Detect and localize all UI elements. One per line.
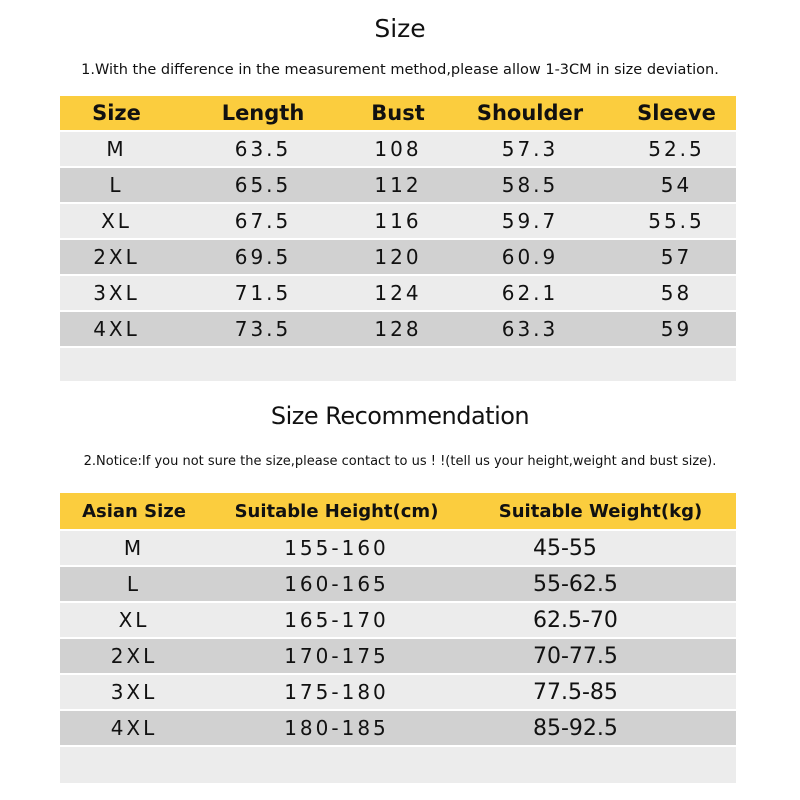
header-suitable-weight: Suitable Weight(kg) bbox=[498, 500, 703, 522]
measurement-note: 1.With the difference in the measurement method,please allow 1-3CM in size deviation. bbox=[81, 62, 719, 78]
table-row bbox=[60, 132, 736, 166]
cell-size: XL bbox=[101, 209, 132, 233]
cell-length: 65.5 bbox=[234, 173, 292, 197]
cell-asian-size: 4XL bbox=[110, 716, 158, 740]
cell-bust: 120 bbox=[374, 245, 422, 269]
empty-row bbox=[60, 348, 736, 381]
table-row bbox=[60, 711, 736, 745]
table-row bbox=[60, 531, 736, 565]
cell-weight: 77.5-85 bbox=[533, 679, 618, 705]
table-row bbox=[60, 168, 736, 202]
header-sleeve: Sleeve bbox=[637, 101, 716, 125]
cell-shoulder: 60.9 bbox=[501, 245, 559, 269]
cell-height: 170-175 bbox=[284, 644, 389, 668]
empty-row bbox=[60, 747, 736, 783]
cell-asian-size: 2XL bbox=[110, 644, 158, 668]
cell-shoulder: 63.3 bbox=[501, 317, 559, 341]
size-chart-table bbox=[60, 96, 736, 381]
cell-shoulder: 62.1 bbox=[501, 281, 559, 305]
cell-sleeve: 57 bbox=[660, 245, 693, 269]
table-row bbox=[60, 639, 736, 673]
table-header-row bbox=[60, 493, 736, 529]
cell-length: 73.5 bbox=[234, 317, 292, 341]
cell-height: 175-180 bbox=[284, 680, 389, 704]
table-header-row bbox=[60, 96, 736, 130]
cell-size: L bbox=[109, 173, 124, 197]
table-row bbox=[60, 675, 736, 709]
size-recommendation-table bbox=[60, 493, 736, 783]
header-asian-size: Asian Size bbox=[82, 500, 186, 522]
header-shoulder: Shoulder bbox=[476, 101, 584, 125]
cell-size: 3XL bbox=[93, 281, 140, 305]
table-row bbox=[60, 567, 736, 601]
cell-sleeve: 52.5 bbox=[648, 137, 705, 161]
cell-sleeve: 55.5 bbox=[648, 209, 705, 233]
cell-size: 2XL bbox=[93, 245, 140, 269]
cell-shoulder: 57.3 bbox=[501, 137, 559, 161]
cell-height: 160-165 bbox=[284, 572, 389, 596]
cell-size: M bbox=[106, 137, 127, 161]
cell-weight: 70-77.5 bbox=[533, 643, 618, 669]
header-suitable-height: Suitable Height(cm) bbox=[234, 500, 439, 522]
cell-length: 71.5 bbox=[234, 281, 292, 305]
header-size: Size bbox=[92, 101, 141, 125]
cell-bust: 124 bbox=[374, 281, 422, 305]
cell-sleeve: 54 bbox=[660, 173, 693, 197]
cell-weight: 62.5-70 bbox=[533, 607, 618, 633]
cell-bust: 128 bbox=[374, 317, 422, 341]
table-row bbox=[60, 240, 736, 274]
cell-height: 165-170 bbox=[284, 608, 389, 632]
table-row bbox=[60, 312, 736, 346]
cell-bust: 108 bbox=[374, 137, 422, 161]
table-row bbox=[60, 204, 736, 238]
cell-weight: 85-92.5 bbox=[533, 715, 618, 741]
table-row bbox=[60, 603, 736, 637]
cell-shoulder: 58.5 bbox=[501, 173, 559, 197]
cell-weight: 55-62.5 bbox=[533, 571, 618, 597]
cell-shoulder: 59.7 bbox=[501, 209, 559, 233]
cell-height: 155-160 bbox=[284, 536, 389, 560]
cell-sleeve: 59 bbox=[660, 317, 693, 341]
cell-bust: 112 bbox=[374, 173, 422, 197]
cell-asian-size: 3XL bbox=[110, 680, 158, 704]
size-title: Size bbox=[374, 14, 426, 43]
cell-size: 4XL bbox=[93, 317, 140, 341]
notice-note: 2.Notice:If you not sure the size,please contact to us ! !(tell us your height,weight and bust size). bbox=[83, 454, 717, 469]
cell-asian-size: L bbox=[126, 572, 142, 596]
header-bust: Bust bbox=[371, 101, 425, 125]
cell-sleeve: 58 bbox=[660, 281, 693, 305]
cell-length: 67.5 bbox=[234, 209, 292, 233]
cell-asian-size: XL bbox=[118, 608, 150, 632]
cell-bust: 116 bbox=[374, 209, 422, 233]
table-row bbox=[60, 276, 736, 310]
cell-length: 63.5 bbox=[234, 137, 292, 161]
cell-height: 180-185 bbox=[284, 716, 389, 740]
header-length: Length bbox=[221, 101, 305, 125]
recommendation-title: Size Recommendation bbox=[270, 402, 530, 430]
cell-weight: 45-55 bbox=[533, 535, 597, 561]
cell-asian-size: M bbox=[123, 536, 145, 560]
cell-length: 69.5 bbox=[234, 245, 292, 269]
